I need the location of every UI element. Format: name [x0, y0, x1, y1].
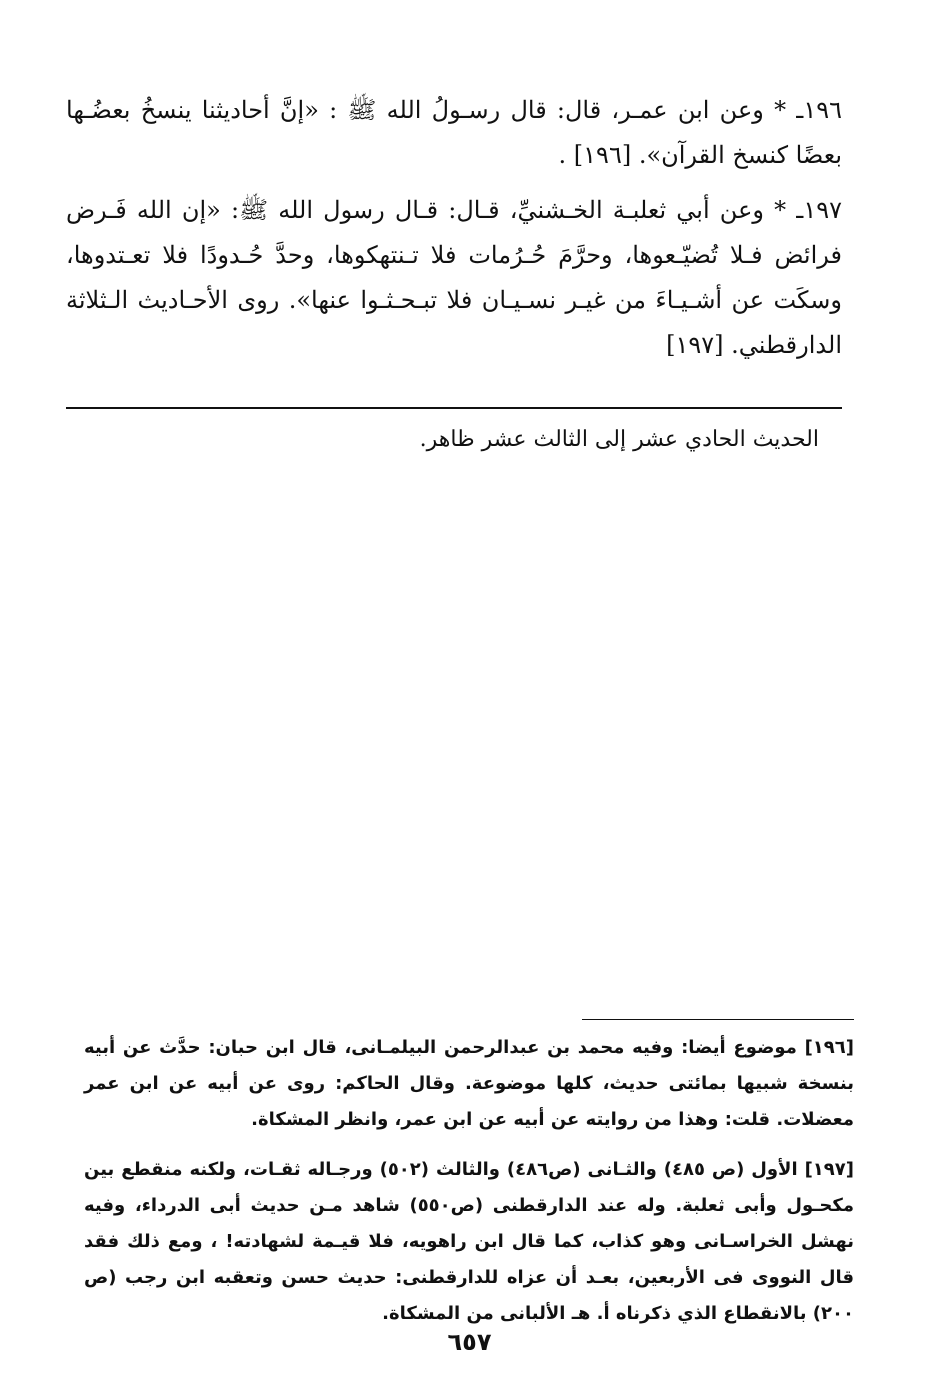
main-text [66, 88, 842, 368]
footnotes [84, 1030, 854, 1332]
hadith-197: ١٩٧ـ * وعن أبي ثعلبـة الخـشنيِّ، قـال: قـال رسول الله ﷺ: «إن الله فَـرض فرائض فـلا تُضيّـعوها، وحرَّمَ حُـرُمات فلا تـنتهكوها، وحدَّ حُـدودًا فلا تعـتدوها، وسكَت عن أشـيـاءَ من غيـر نسـيـان فلا تبـحـثـوا عنها». روى الأحـاديث الـثلاثة الدارقطني. [١٩٧] [66, 196, 842, 359]
footnote-197: [١٩٧] الأول (ص ٤٨٥) والثـانى (ص٤٨٦) والثالث (٥٠٢) ورجـاله ثقـات، ولكنه منقطع بين مكحـول وأبى ثعلبة. وله عند الدارقطنى (ص٥٥٠) شاهد مـن حديث أبى الدرداء، وفيه نهشل الخراسـانى وهو كذاب، كما قال ابن راهويه، فلا قيـمة لشهادته! ، ومع ذلك فقد قال النووى فى الأربعين، بعـد أن عزاه للدارقطنى: حديث حسن وتعقبه ابن رجب (ص ٢٠٠) بالانقطاع الذي ذكرناه أ. هـ الألبانى من المشكاة. [84, 1159, 854, 1324]
main-divider [66, 407, 842, 409]
hadith-196: ١٩٦ـ * وعن ابن عمـر، قال: قال رسـولُ الله ﷺ : «إنَّ أحاديثنا ينسخُ بعضُـها بعضًا كنسخ القرآن». [١٩٦] . [66, 96, 842, 169]
footnote-196: [١٩٦] موضوع أيضا: وفيه محمد بن عبدالرحمن البيلمـانى، قال ابن حبان: حدَّث عن أبيه بنسخة شبيها بمائتى حديث، كلها موضوعة. وقال الحاكم: روى عن أبيه عن ابن عمر معضلات. قلت: وهذا من روايته عن أبيه عن ابن عمر، وانظر المشكاة. [84, 1037, 854, 1130]
commentary-note: الحديث الحادي عشر إلى الثالث عشر ظاهر. [419, 427, 819, 452]
page-number: ٦٥٧ [447, 1328, 492, 1356]
footnote-divider [582, 1019, 854, 1020]
